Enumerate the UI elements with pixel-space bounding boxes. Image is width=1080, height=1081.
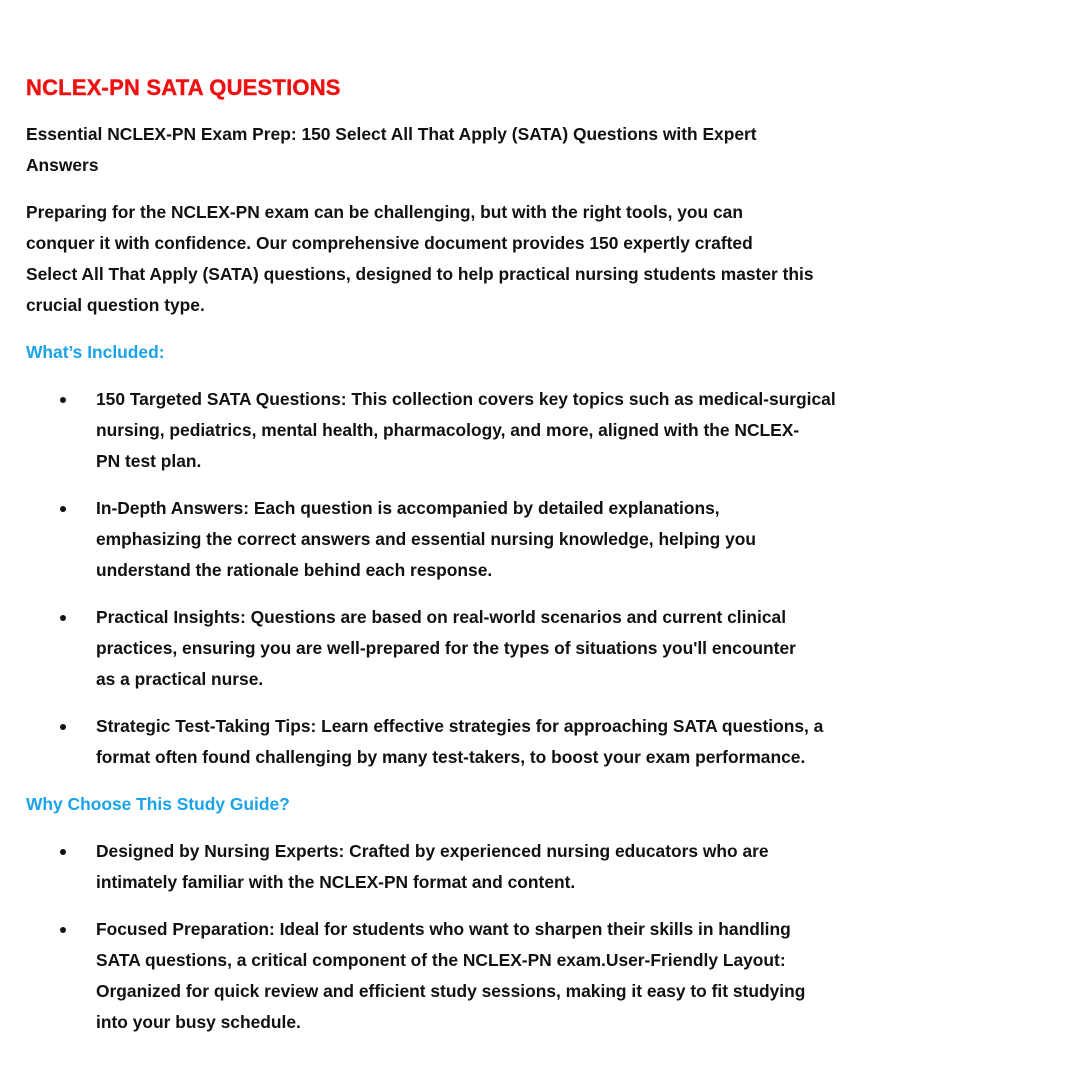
text-line: Focused Preparation: Ideal for students who want to sharpen their skills in handling <box>96 919 791 939</box>
text-line: emphasizing the correct answers and essential nursing knowledge, helping you <box>96 529 757 549</box>
text-line: Organized for quick review and efficient study sessions, making it easy to fit studying <box>96 981 806 1001</box>
text-line: format often found challenging by many test-takers, to boost your exam performance. <box>96 747 806 767</box>
text-line: nursing, pediatrics, mental health, pharmacology, and more, aligned with the NCLEX- <box>96 420 800 440</box>
intro-paragraph <box>26 197 1056 321</box>
text-line: Designed by Nursing Experts: Crafted by experienced nursing educators who are <box>96 841 769 861</box>
text-line: Strategic Test-Taking Tips: Learn effective strategies for approaching SATA questions, a <box>96 716 824 736</box>
subtitle <box>26 119 1056 181</box>
text-line: practices, ensuring you are well-prepared for the types of situations you'll encounter <box>96 638 796 658</box>
document-title: NCLEX-PN SATA QUESTIONS <box>26 75 341 100</box>
text-line: SATA questions, a critical component of the NCLEX-PN exam.User-Friendly Layout: <box>96 950 786 970</box>
bullet-dot-icon <box>60 506 66 512</box>
text-line: intimately familiar with the NCLEX-PN format and content. <box>96 872 576 892</box>
text-line: 150 Targeted SATA Questions: This collection covers key topics such as medical-surgical <box>96 389 836 409</box>
bullet-dot-icon <box>60 849 66 855</box>
bullet-list <box>26 836 1056 1038</box>
bullet-item <box>26 914 1056 1038</box>
bullet-dot-icon <box>60 927 66 933</box>
text-line: into your busy schedule. <box>96 1012 301 1032</box>
text-line: Essential NCLEX-PN Exam Prep: 150 Select All That Apply (SATA) Questions with Expert <box>26 124 757 144</box>
text-line: Practical Insights: Questions are based on real-world scenarios and current clinical <box>96 607 787 627</box>
text-line: Select All That Apply (SATA) questions, designed to help practical nursing students master this <box>26 264 814 284</box>
section-heading: Why Choose This Study Guide? <box>26 794 290 814</box>
text-line: In-Depth Answers: Each question is accompanied by detailed explanations, <box>96 498 720 518</box>
bullet-item <box>26 836 1056 898</box>
bullet-dot-icon <box>60 724 66 730</box>
section-heading: What’s Included: <box>26 342 165 362</box>
bullet-dot-icon <box>60 397 66 403</box>
section-whats-included <box>26 337 1056 773</box>
bullet-dot-icon <box>60 615 66 621</box>
bullet-item <box>26 602 1056 695</box>
bullet-item <box>26 384 1056 477</box>
bullet-list <box>26 384 1056 773</box>
text-line: Answers <box>26 155 99 175</box>
text-line: understand the rationale behind each response. <box>96 560 493 580</box>
section-why-choose <box>26 789 1056 1038</box>
bullet-item <box>26 711 1056 773</box>
text-line: Preparing for the NCLEX-PN exam can be challenging, but with the right tools, you can <box>26 202 743 222</box>
document-page <box>26 72 1056 1054</box>
bullet-item <box>26 493 1056 586</box>
text-line: as a practical nurse. <box>96 669 264 689</box>
text-line: crucial question type. <box>26 295 205 315</box>
text-line: PN test plan. <box>96 451 202 471</box>
text-line: conquer it with confidence. Our comprehensive document provides 150 expertly crafted <box>26 233 753 253</box>
